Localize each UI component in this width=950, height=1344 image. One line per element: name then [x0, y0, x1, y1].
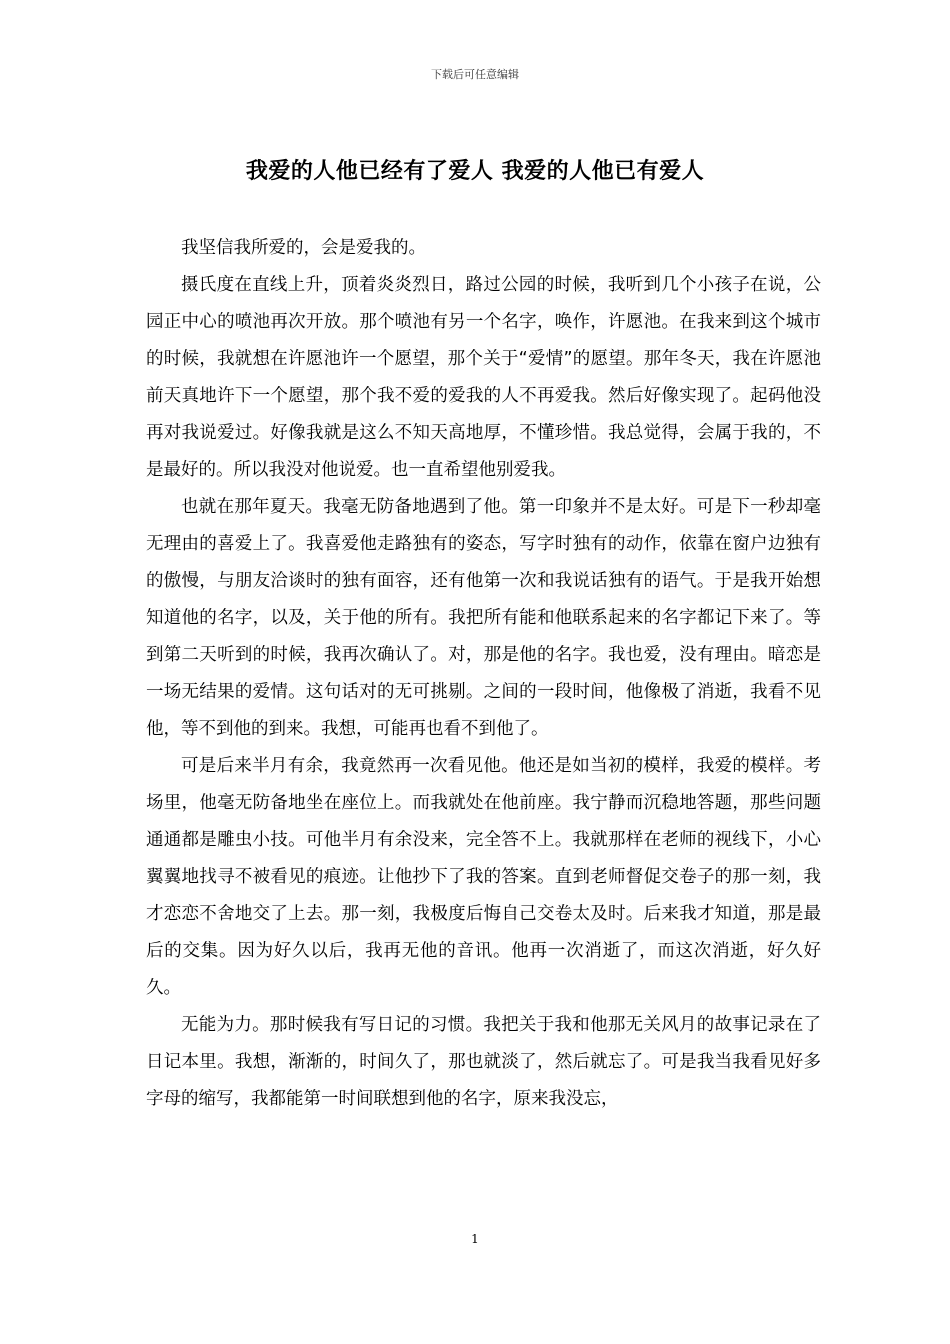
page-title: 我爱的人他已经有了爱人 我爱的人他已有爱人: [245, 159, 705, 184]
paragraph: 无能为力。那时候我有写日记的习惯。我把关于我和他那无关风月的故事记录在了日记本里。我想，渐渐的，时间久了，那也就淡了，然后就忘了。可是我当我看见好多字母的缩写，我都能第一时间联想到他的名字，原来我没忘，: [146, 1015, 821, 1109]
paragraph: 也就在那年夏天。我毫无防备地遇到了他。第一印象并不是太好。可是下一秒却毫无理由的喜爱上了。我喜爱他走路独有的姿态，写字时独有的动作，依靠在窗户边独有的傲慢，与朋友洽谈时的独有面容，还有他第一次和我说话独有的语气。于是我开始想知道他的名字，以及，关于他的所有。我把所有能和他联系起来的名字都记下来了。等到第二天听到的时候，我再次确认了。对，那是他的名字。我也爱，没有理由。暗恋是一场无结果的爱情。这句话对的无可挑剔。之间的一段时间，他像极了消逝，我看不见他，等不到他的到来。我想，可能再也看不到他了。: [146, 497, 821, 739]
paragraph: 我坚信我所爱的，会是爱我的。: [181, 238, 426, 258]
download-note: 下载后可任意编辑: [431, 68, 519, 81]
paragraph: 可是后来半月有余，我竟然再一次看见他。他还是如当初的模样，我爱的模样。考场里，他毫无防备地坐在座位上。而我就处在他前座。我宁静而沉稳地答题，那些问题通通都是雕虫小技。可他半月有余没来，完全答不上。我就那样在老师的视线下，小心翼翼地找寻不被看见的痕迹。让他抄下了我的答案。直到老师督促交卷子的那一刻，我才恋恋不舍地交了上去。那一刻，我极度后悔自己交卷太及时。后来我才知道，那是最后的交集。因为好久以后，我再无他的音讯。他再一次消逝了，而这次消逝，好久好久。: [146, 756, 821, 998]
paragraph: 摄氏度在直线上升，顶着炎炎烈日，路过公园的时候，我听到几个小孩子在说，公园正中心的喷池再次开放。那个喷池有另一个名字，唤作，许愿池。在我来到这个城市的时候，我就想在许愿池许一个愿望，那个关于“爱情”的愿望。那年冬天，我在许愿池前天真地许下一个愿望，那个我不爱的爱我的人不再爱我。然后好像实现了。起码他没再对我说爱过。好像我就是这么不知天高地厚，不懂珍惜。我总觉得，会属于我的，不是最好的。所以我没对他说爱。也一直希望他别爱我。: [146, 275, 821, 480]
page-number: 1: [471, 1232, 479, 1246]
document-body: [146, 230, 821, 1118]
